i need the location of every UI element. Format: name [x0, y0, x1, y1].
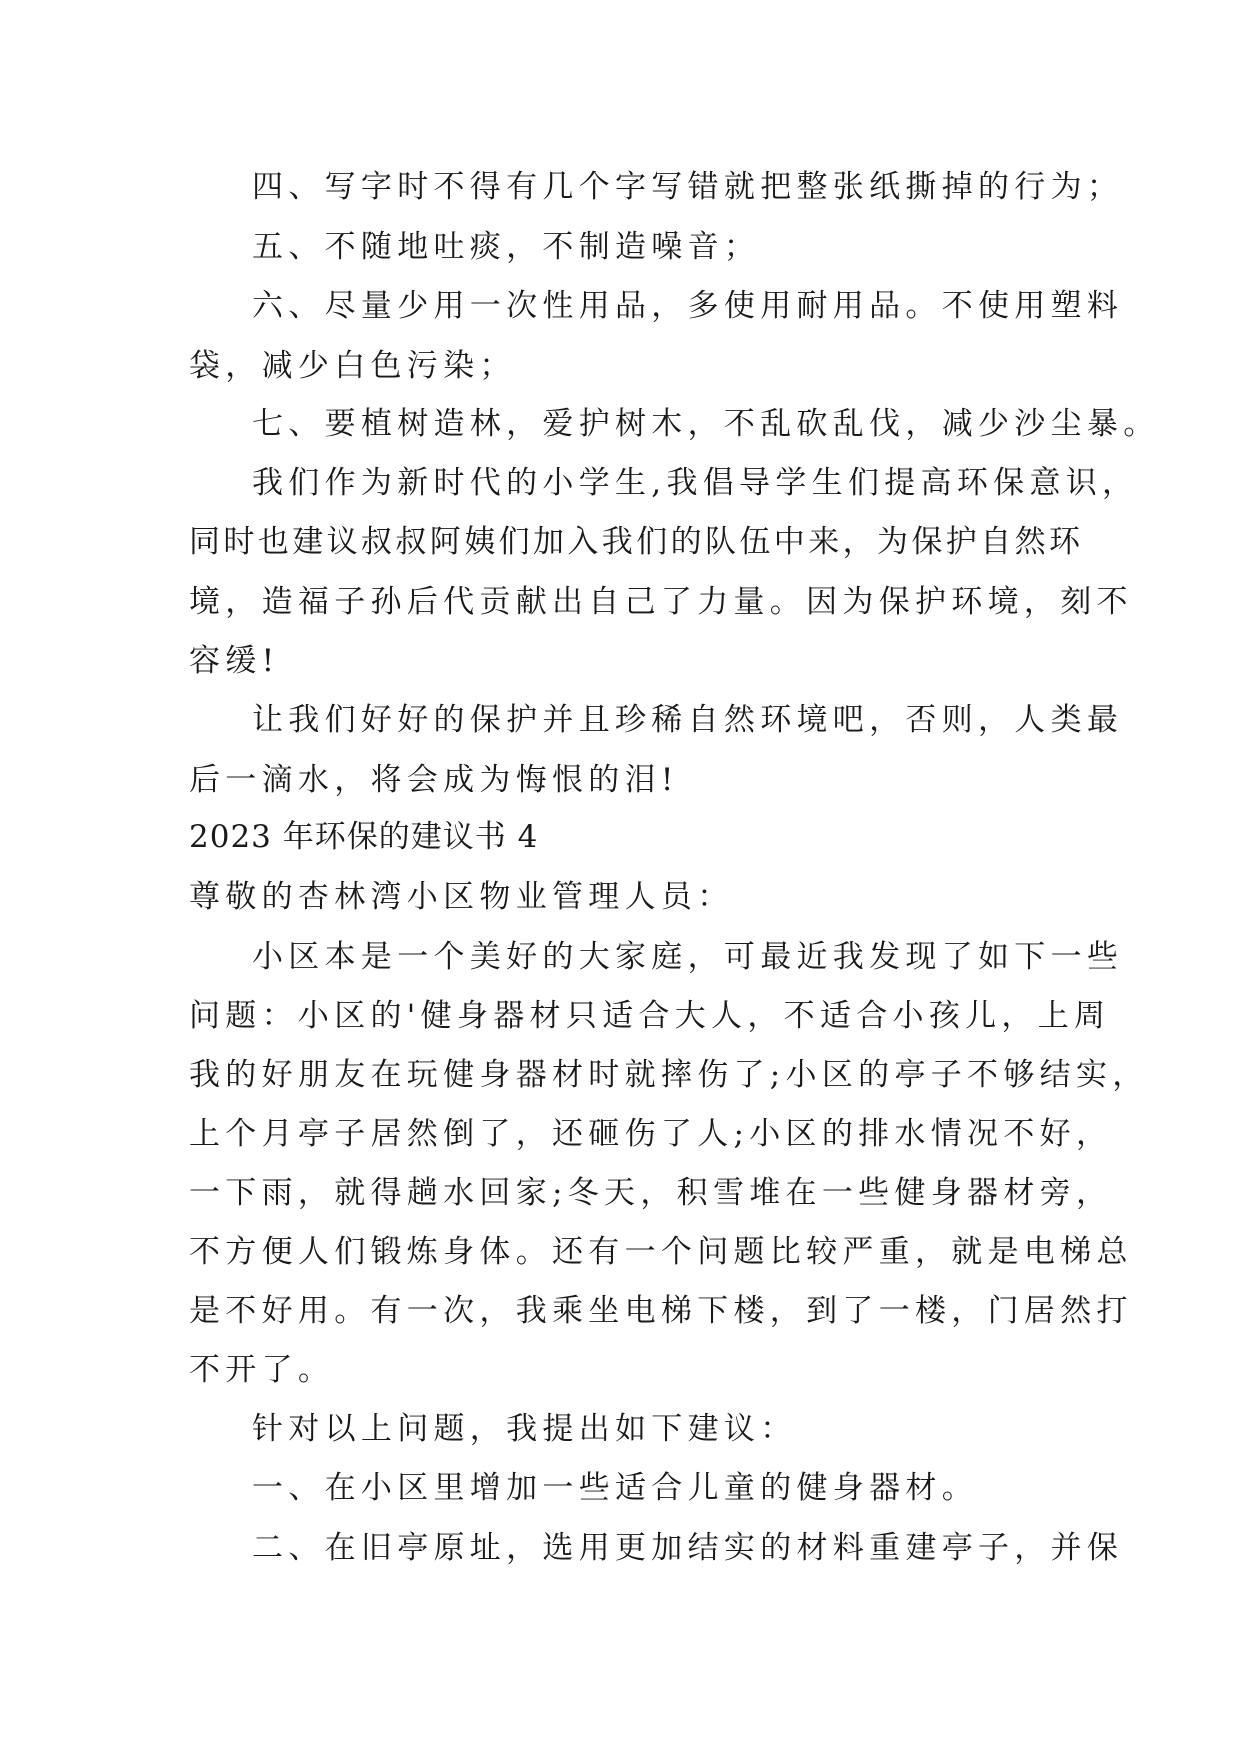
- paragraph-line: 不方便人们锻炼身体。还有一个问题比较严重，就是电梯总: [189, 1234, 1133, 1270]
- paragraph-line: 袋，减少白色污染；: [189, 348, 516, 384]
- paragraph-line: 容缓!: [189, 643, 280, 679]
- paragraph-line: 针对以上问题，我提出如下建议：: [252, 1411, 797, 1447]
- paragraph-line: 一、在小区里增加一些适合儿童的健身器材。: [252, 1470, 978, 1506]
- salutation-line: 尊敬的杏林湾小区物业管理人员：: [189, 879, 734, 915]
- paragraph-line: 四、写字时不得有几个字写错就把整张纸撕掉的行为；: [252, 169, 1124, 205]
- paragraph-line: 问题：小区的'健身器材只适合大人，不适合小孩儿，上周: [189, 998, 1111, 1034]
- paragraph-line: 同时也建议叔叔阿姨们加入我们的队伍中来，为保护自然环: [189, 524, 1084, 560]
- paragraph-line: 五、不随地吐痰，不制造噪音；: [252, 229, 761, 265]
- paragraph-line: 是不好用。有一次，我乘坐电梯下楼，到了一楼，门居然打: [189, 1293, 1133, 1329]
- paragraph-line: 小区本是一个美好的大家庭，可最近我发现了如下一些: [252, 939, 1124, 975]
- paragraph-line: 我的好朋友在玩健身器材时就摔伤了;小区的亭子不够结实，: [189, 1057, 1149, 1093]
- paragraph-line: 境，造福子孙后代贡献出自己了力量。因为保护环境，刻不: [189, 584, 1133, 620]
- paragraph-line: 七、要植树造林，爱护树木，不乱砍乱伐，减少沙尘暴。: [252, 406, 1160, 442]
- paragraph-line: 不开了。: [189, 1352, 335, 1388]
- paragraph-line: 一下雨，就得趟水回家;冬天，积雪堆在一些健身器材旁，: [189, 1175, 1113, 1211]
- paragraph-line: 上个月亭子居然倒了，还砸伤了人;小区的排水情况不好，: [189, 1116, 1113, 1152]
- section-heading: 2023 年环保的建议书 4: [189, 819, 539, 855]
- paragraph-line: 让我们好好的保护并且珍稀自然环境吧，否则，人类最: [252, 702, 1124, 738]
- paragraph-line: 后一滴水，将会成为悔恨的泪!: [189, 762, 679, 798]
- paragraph-line: 六、尽量少用一次性用品，多使用耐用品。不使用塑料: [252, 288, 1124, 324]
- paragraph-line: 我们作为新时代的小学生,我倡导学生们提高环保意识，: [252, 465, 1139, 501]
- paragraph-line: 二、在旧亭原址，选用更加结实的材料重建亭子，并保: [252, 1530, 1124, 1566]
